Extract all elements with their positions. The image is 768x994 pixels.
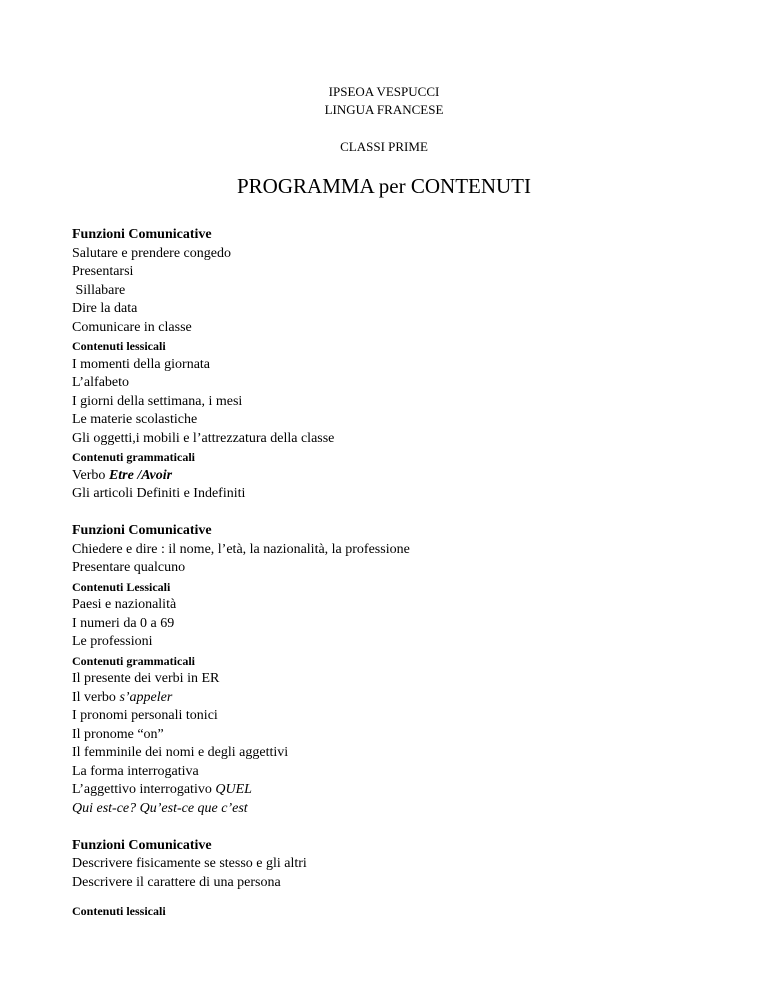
section-3 bbox=[72, 837, 712, 921]
list-item: Presentare qualcuno bbox=[72, 560, 186, 575]
list-item: L’alfabeto bbox=[72, 375, 130, 390]
subsection-heading: Contenuti lessicali bbox=[72, 904, 166, 918]
list-item: Sillabare bbox=[72, 282, 126, 298]
list-item: Comunicare in classe bbox=[72, 319, 192, 335]
verb-name: s’appeler bbox=[119, 689, 173, 705]
section-heading: Funzioni Comunicative bbox=[72, 227, 212, 242]
list-item: Le professioni bbox=[72, 634, 153, 649]
spacer bbox=[72, 818, 712, 837]
list-item bbox=[72, 467, 712, 486]
verb-names: Etre /Avoir bbox=[108, 467, 173, 483]
list-item: I momenti della giornata bbox=[72, 356, 211, 372]
subsection-heading: Contenuti Lessicali bbox=[72, 579, 171, 594]
section-heading: Funzioni Comunicative bbox=[72, 523, 212, 538]
list-item: Le materie scolastiche bbox=[72, 412, 198, 427]
section-heading: Funzioni Comunicative bbox=[72, 837, 212, 853]
text-prefix: Il verbo bbox=[72, 689, 120, 705]
section-2 bbox=[72, 522, 712, 818]
list-item: Il presente dei verbi in ER bbox=[72, 671, 220, 686]
text-prefix: L’aggettivo interrogativo bbox=[72, 782, 216, 797]
list-item: Descrivere fisicamente se stesso e gli altri bbox=[72, 856, 307, 871]
list-item: I numeri da 0 a 69 bbox=[72, 615, 175, 631]
list-item: Gli oggetti,i mobili e l’attrezzatura della classe bbox=[72, 430, 335, 446]
program-content bbox=[72, 226, 712, 921]
subsection-heading: Contenuti grammaticali bbox=[72, 653, 195, 668]
list-item: Paesi e nazionalità bbox=[72, 597, 177, 612]
list-item: Chiedere e dire : il nome, l’età, la nazionalità, la professione bbox=[72, 541, 410, 557]
adjective-name: QUEL bbox=[215, 782, 252, 797]
subsection-heading: Contenuti lessicali bbox=[72, 339, 166, 353]
list-item: I pronomi personali tonici bbox=[72, 708, 218, 723]
list-item: Il pronome “on” bbox=[72, 726, 164, 742]
list-item: Gli articoli Definiti e Indefiniti bbox=[72, 486, 246, 501]
list-item: Descrivere il carattere di una persona bbox=[72, 874, 281, 890]
list-item: La forma interrogativa bbox=[72, 763, 199, 779]
list-item bbox=[72, 781, 712, 800]
page-title: PROGRAMMA per CONTENUTI bbox=[237, 174, 531, 198]
subject-name: LINGUA FRANCESE bbox=[324, 102, 444, 117]
verb-prefix: Verbo bbox=[72, 467, 109, 483]
list-item: I giorni della settimana, i mesi bbox=[72, 393, 243, 409]
school-name: IPSEOA VESPUCCI bbox=[328, 84, 440, 99]
section-1 bbox=[72, 226, 712, 504]
list-item bbox=[72, 689, 712, 708]
subsection-heading: Contenuti grammaticali bbox=[72, 450, 195, 464]
list-item: Presentarsi bbox=[72, 264, 134, 279]
list-item: Qui est-ce? Qu’est-ce que c’est bbox=[72, 800, 248, 816]
spacer bbox=[72, 504, 712, 523]
list-item: Salutare e prendere congedo bbox=[72, 245, 231, 261]
spacer bbox=[72, 892, 712, 902]
list-item: Dire la data bbox=[72, 301, 138, 316]
classes-label: CLASSI PRIME bbox=[340, 139, 428, 154]
list-item: Il femminile dei nomi e degli aggettivi bbox=[72, 745, 289, 760]
